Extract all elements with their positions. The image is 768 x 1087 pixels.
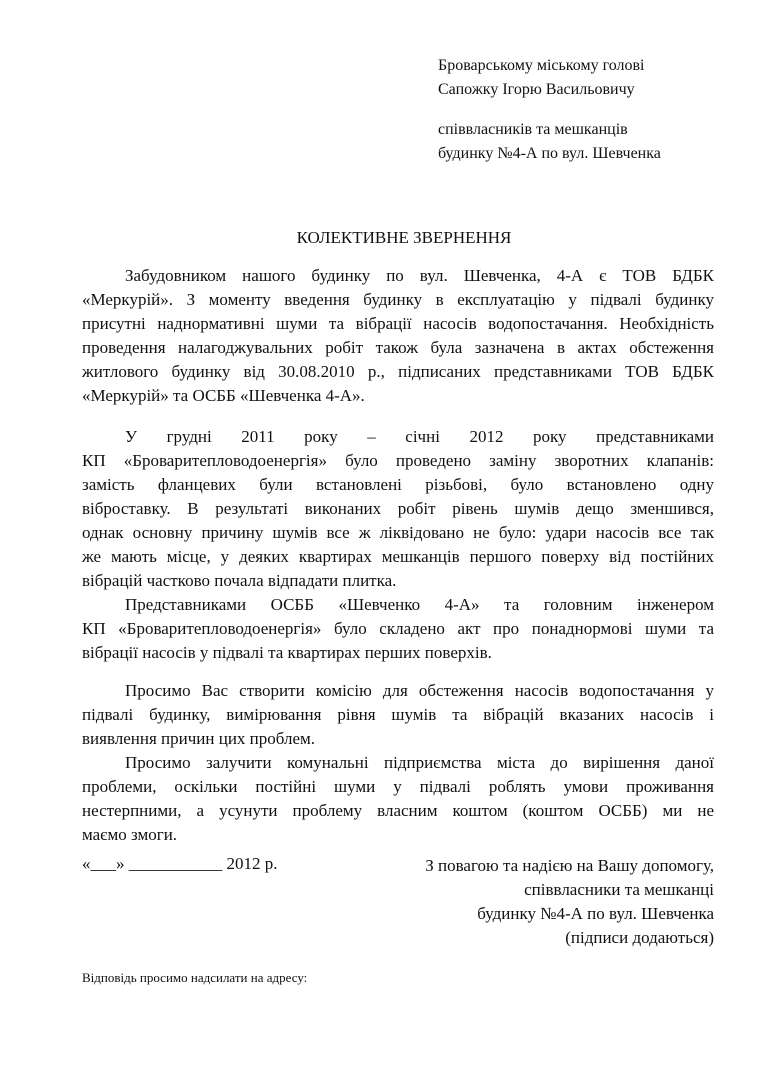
paragraph xyxy=(82,425,714,593)
paragraph xyxy=(82,593,714,665)
paragraph xyxy=(82,679,714,751)
signature-line: співвласники та мешканці xyxy=(524,880,714,899)
paragraph-line: присутні наднормативні шуми та вібрації насосів водопостачання. Необхідність xyxy=(82,314,714,333)
paragraph-line: проведення налагоджувальних робіт також була зазначена в актах обстеження xyxy=(82,338,714,357)
paragraph-line: підвалі будинку, вимірювання рівня шумів та вібрацій вказаних насосів і xyxy=(82,705,714,724)
paragraph-line: Представниками ОСББ «Шевченко 4-А» та головним інженером xyxy=(125,595,714,614)
date-line: «___» ___________ 2012 р. xyxy=(82,854,278,873)
paragraph-line: «Меркурій» та ОСББ «Шевченка 4-А». xyxy=(82,386,365,405)
paragraph-line: житлового будинку від 30.08.2010 р., підписаних представниками ТОВ БДБК xyxy=(82,362,714,381)
sender-line: будинку №4-А по вул. Шевченка xyxy=(438,145,661,162)
signature-block xyxy=(425,854,714,950)
signature-line: (підписи додаються) xyxy=(565,928,714,947)
paragraph-line: замість фланцевих були встановлені різьбові, було встановлено одну xyxy=(82,475,714,494)
paragraph-line: однак основну причину шумів все ж ліквідовано не було: удари насосів все так xyxy=(82,523,714,542)
addressee-line: Сапожку Ігорю Васильовичу xyxy=(438,81,635,98)
document-title: КОЛЕКТИВНЕ ЗВЕРНЕННЯ xyxy=(296,228,512,247)
paragraph-line: же мають місце, у деяких квартирах мешканців першого поверху від постійних xyxy=(82,547,714,566)
reply-address-note: Відповідь просимо надсилати на адресу: xyxy=(82,970,308,985)
paragraph xyxy=(82,264,714,408)
sender-line: співвласників та мешканців xyxy=(438,121,628,138)
paragraph-line: маємо змоги. xyxy=(82,825,178,844)
signature-line: З повагою та надією на Вашу допомогу, xyxy=(425,856,714,875)
paragraph-line: У грудні 2011 року – січні 2012 року представниками xyxy=(125,427,714,446)
paragraph-line: «Меркурій». З моменту введення будинку в експлуатацію у підвалі будинку xyxy=(82,290,714,309)
addressee-block xyxy=(438,54,661,166)
signature-line: будинку №4-А по вул. Шевченка xyxy=(477,904,714,923)
paragraph-line: виявлення причин цих проблем. xyxy=(82,729,316,748)
paragraph-line: вібрацій частково почала відпадати плитка. xyxy=(82,571,397,590)
addressee-line: Броварському міському голові xyxy=(438,57,645,74)
paragraph-line: нестерпними, а усунути проблему власним коштом (коштом ОСББ) ми не xyxy=(82,801,714,820)
paragraph-line: віброставку. В результаті виконаних робіт рівень шумів дещо зменшився, xyxy=(82,499,714,518)
paragraph-line: вібрації насосів у підвалі та квартирах перших поверхів. xyxy=(82,643,492,662)
paragraph-line: Забудовником нашого будинку по вул. Шевченка, 4-А є ТОВ БДБК xyxy=(125,266,714,285)
paragraph xyxy=(82,751,714,847)
paragraph-line: Просимо залучити комунальні підприємства міста до вирішення даної xyxy=(125,753,714,772)
paragraph-line: Просимо Вас створити комісію для обстеження насосів водопостачання у xyxy=(125,681,714,700)
paragraph-line: проблеми, оскільки постійні шуми у підвалі роблять умови проживання xyxy=(82,777,714,796)
paragraph-line: КП «Броваритепловодоенергія» було складено акт про понаднормові шуми та xyxy=(82,619,714,638)
paragraph-line: КП «Броваритепловодоенергія» було проведено заміну зворотних клапанів: xyxy=(82,451,714,470)
